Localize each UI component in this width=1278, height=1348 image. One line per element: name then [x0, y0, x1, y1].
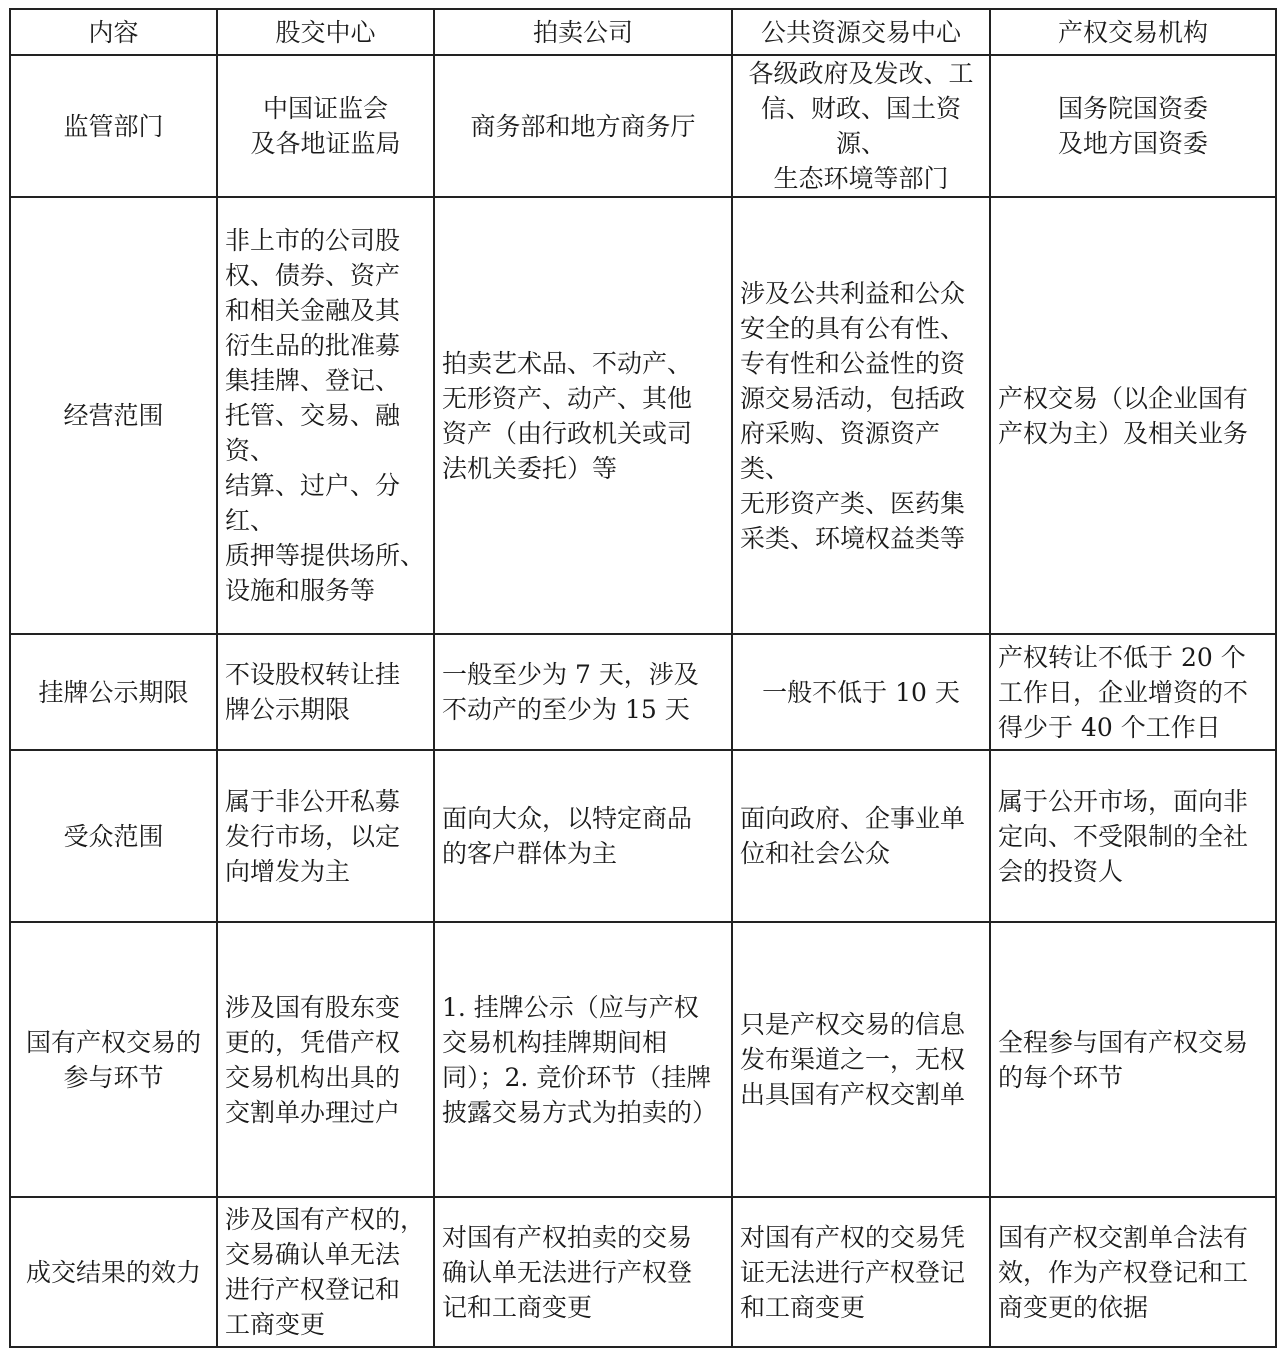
table-row-result-validity	[10, 1197, 1276, 1347]
table-cell: 涉及国有股东变 更的，凭借产权 交易机构出具的 交割单办理过户	[217, 922, 434, 1197]
header-row	[10, 9, 1276, 55]
table-cell: 不设股权转让挂 牌公示期限	[217, 634, 434, 750]
table-cell: 1. 挂牌公示（应与产权 交易机构挂牌期间相 同）；2. 竞价环节（挂牌 披露交易方式为拍卖的）	[434, 922, 732, 1197]
row-label: 经营范围	[10, 197, 217, 634]
header-cell-public-resource-center: 公共资源交易中心	[732, 9, 990, 55]
header-cell-property-rights-exchange: 产权交易机构	[990, 9, 1276, 55]
comparison-table	[9, 8, 1277, 1348]
table-cell: 一般不低于 10 天	[732, 634, 990, 750]
table-cell: 涉及国有产权的， 交易确认单无法 进行产权登记和 工商变更	[217, 1197, 434, 1347]
row-label: 监管部门	[10, 55, 217, 197]
header-cell-auction-company: 拍卖公司	[434, 9, 732, 55]
table-cell: 只是产权交易的信息 发布渠道之一，无权 出具国有产权交割单	[732, 922, 990, 1197]
row-label: 国有产权交易的 参与环节	[10, 922, 217, 1197]
table-cell: 面向大众，以特定商品 的客户群体为主	[434, 750, 732, 922]
table-cell: 对国有产权拍卖的交易 确认单无法进行产权登 记和工商变更	[434, 1197, 732, 1347]
table-cell: 非上市的公司股 权、债券、资产 和相关金融及其 衍生品的批准募 集挂牌、登记、 托管、交易、融资、 结算、过户、分红、 质押等提供场所、 设施和服务等	[217, 197, 434, 634]
header-cell-content: 内容	[10, 9, 217, 55]
row-label: 受众范围	[10, 750, 217, 922]
table-cell: 产权转让不低于 20 个 工作日，企业增资的不 得少于 40 个工作日	[990, 634, 1276, 750]
table-row-business-scope	[10, 197, 1276, 634]
row-label: 成交结果的效力	[10, 1197, 217, 1347]
table-row-regulator	[10, 55, 1276, 197]
table-cell: 一般至少为 7 天，涉及 不动产的至少为 15 天	[434, 634, 732, 750]
table-cell: 商务部和地方商务厅	[434, 55, 732, 197]
table-cell: 国有产权交割单合法有 效，作为产权登记和工 商变更的依据	[990, 1197, 1276, 1347]
table-row-audience	[10, 750, 1276, 922]
table-cell: 涉及公共利益和公众 安全的具有公有性、 专有性和公益性的资 源交易活动，包括政 府采购、资源资产类、 无形资产类、医药集 采类、环境权益类等	[732, 197, 990, 634]
table-cell: 各级政府及发改、工 信、财政、国土资源、 生态环境等部门	[732, 55, 990, 197]
table-row-listing-period	[10, 634, 1276, 750]
table-cell: 中国证监会 及各地证监局	[217, 55, 434, 197]
table-cell: 属于公开市场，面向非 定向、不受限制的全社 会的投资人	[990, 750, 1276, 922]
table-row-state-participation	[10, 922, 1276, 1197]
table-cell: 属于非公开私募 发行市场，以定 向增发为主	[217, 750, 434, 922]
table-cell: 产权交易（以企业国有 产权为主）及相关业务	[990, 197, 1276, 634]
table-cell: 面向政府、企事业单 位和社会公众	[732, 750, 990, 922]
table-cell: 国务院国资委 及地方国资委	[990, 55, 1276, 197]
row-label: 挂牌公示期限	[10, 634, 217, 750]
table-cell: 拍卖艺术品、不动产、 无形资产、动产、其他 资产（由行政机关或司 法机关委托）等	[434, 197, 732, 634]
table-cell: 对国有产权的交易凭 证无法进行产权登记 和工商变更	[732, 1197, 990, 1347]
table-cell: 全程参与国有产权交易 的每个环节	[990, 922, 1276, 1197]
header-cell-equity-exchange: 股交中心	[217, 9, 434, 55]
